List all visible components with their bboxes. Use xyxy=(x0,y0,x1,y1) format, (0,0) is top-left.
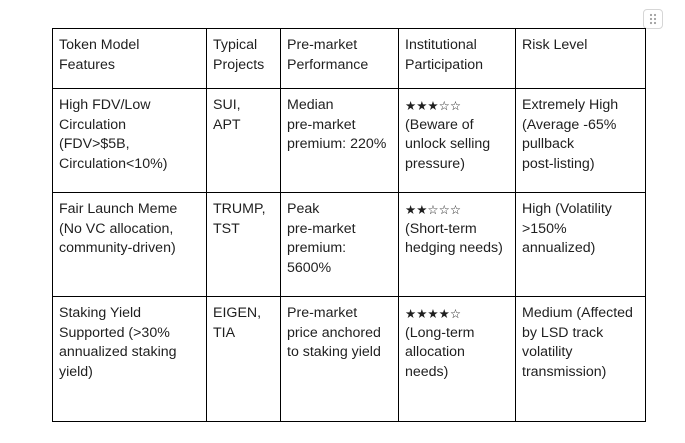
table-row xyxy=(53,297,646,422)
star-rating: ★★☆☆☆ xyxy=(405,202,462,217)
drag-handle[interactable] xyxy=(643,9,663,29)
cell-risk-level: Medium (Affected by LSD track volatility transmission) xyxy=(516,297,646,422)
cell-institutional-participation: ★★★☆☆ (Beware of unlock selling pressure) xyxy=(399,89,516,193)
drag-handle-icon xyxy=(649,13,657,25)
star-rating: ★★★☆☆ xyxy=(405,98,462,113)
cell-premarket-performance: Pre-market price anchored to staking yield xyxy=(281,297,399,422)
header-cell-premarket-performance: Pre-market Performance xyxy=(281,29,399,89)
cell-token-model: Staking Yield Supported (>30% annualized staking yield) xyxy=(53,297,207,422)
cell-institutional-participation: ★★★★☆ (Long-term allocation needs) xyxy=(399,297,516,422)
cell-institutional-participation: ★★☆☆☆ (Short-term hedging needs) xyxy=(399,193,516,297)
cell-premarket-performance: Peak pre-market premium: 5600% xyxy=(281,193,399,297)
table-header-row xyxy=(53,29,646,89)
cell-typical-projects: SUI, APT xyxy=(207,89,281,193)
cell-token-model: High FDV/Low Circulation (FDV>$5B, Circulation<10%) xyxy=(53,89,207,193)
cell-token-model: Fair Launch Meme (No VC allocation, community-driven) xyxy=(53,193,207,297)
table-row xyxy=(53,193,646,297)
header-cell-typical-projects: Typical Projects xyxy=(207,29,281,89)
header-cell-institutional-participation: Institutional Participation xyxy=(399,29,516,89)
table-row xyxy=(53,89,646,193)
cell-risk-level: High (Volatility >150% annualized) xyxy=(516,193,646,297)
cell-typical-projects: TRUMP, TST xyxy=(207,193,281,297)
cell-risk-level: Extremely High (Average -65% pullback post-listing) xyxy=(516,89,646,193)
header-cell-token-model: Token Model Features xyxy=(53,29,207,89)
cell-typical-projects: EIGEN, TIA xyxy=(207,297,281,422)
star-rating: ★★★★☆ xyxy=(405,306,462,321)
token-model-table xyxy=(52,28,646,422)
header-cell-risk-level: Risk Level xyxy=(516,29,646,89)
cell-premarket-performance: Median pre-market premium: 220% xyxy=(281,89,399,193)
